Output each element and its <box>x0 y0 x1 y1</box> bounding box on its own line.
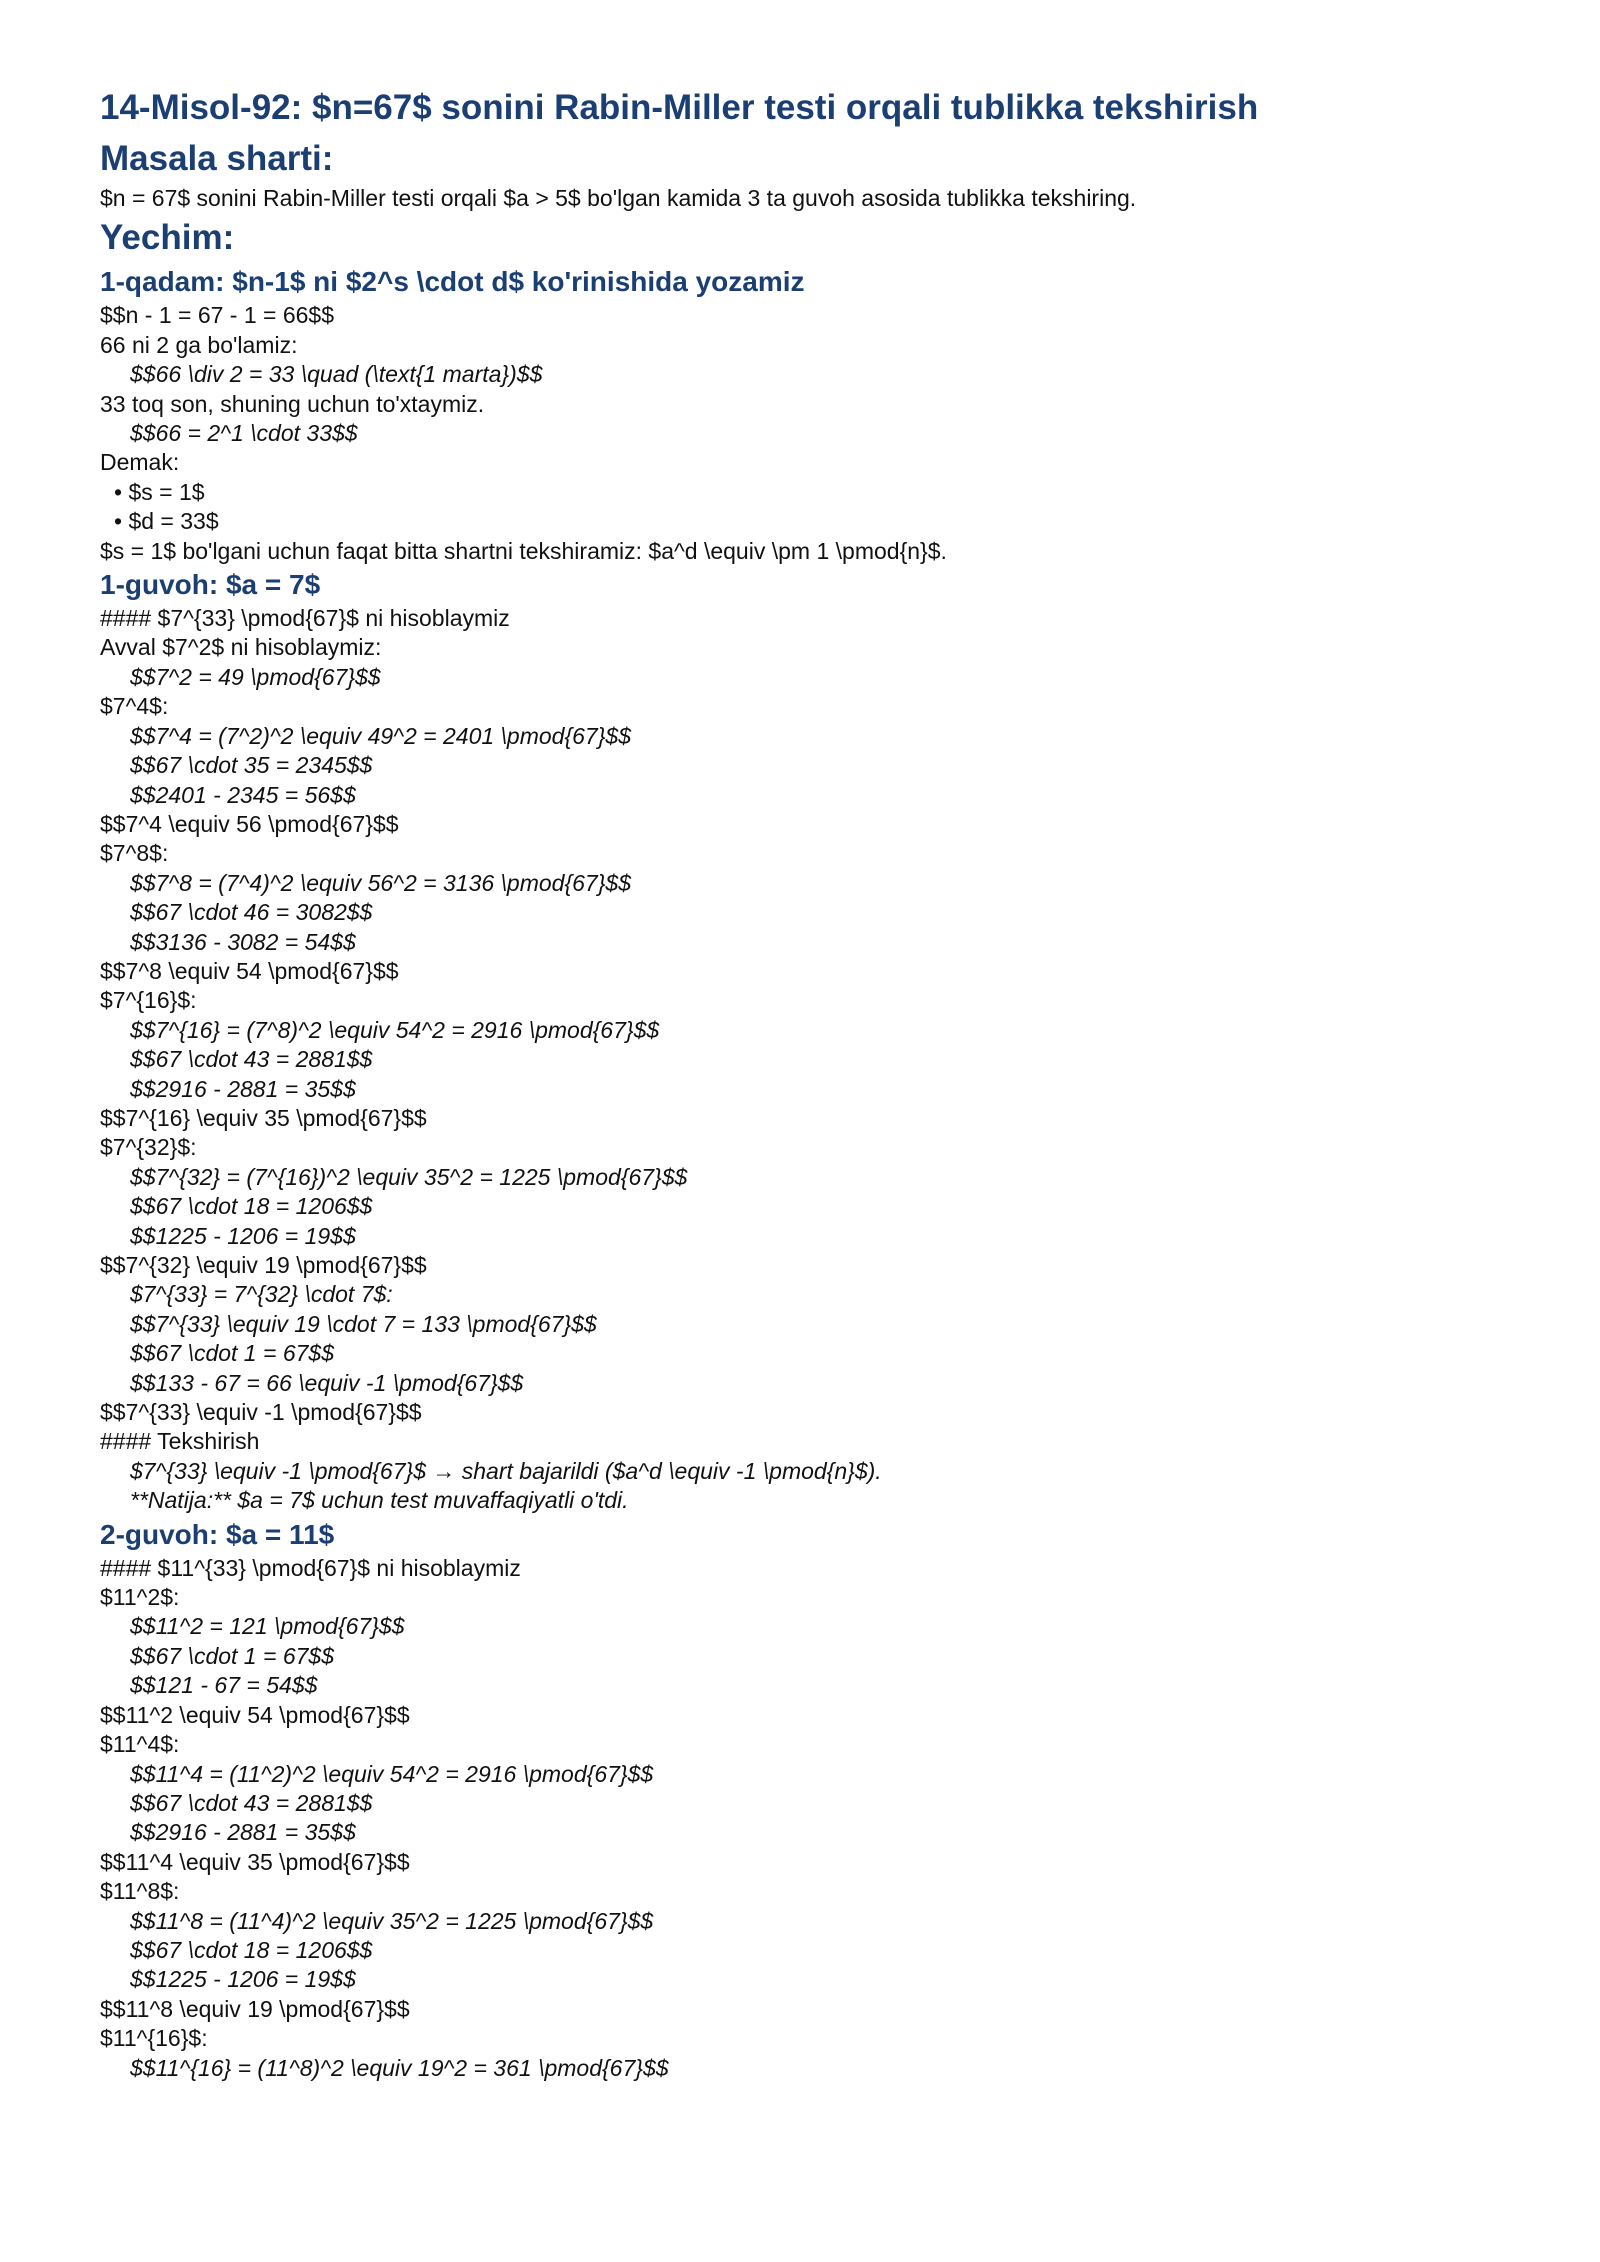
text-line: $7^{16}$: <box>100 987 197 1014</box>
math-line: $$11^4 = (11^2)^2 \equiv 54^2 = 2916 \pmod{67}$$ <box>130 1760 654 1787</box>
math-line: $$2916 - 2881 = 35$$ <box>130 1075 356 1102</box>
math-line: $$66 = 2^1 \cdot 33$$ <box>130 420 358 447</box>
text-line: $7^8$: <box>100 840 169 867</box>
math-line: $$67 \cdot 46 = 3082$$ <box>130 899 373 926</box>
math-line: $$7^{16} = (7^8)^2 \equiv 54^2 = 2916 \pmod{67}$$ <box>130 1016 660 1043</box>
text-line: $$7^4 \equiv 56 \pmod{67}$$ <box>100 810 399 837</box>
bullet-item: • $d = 33$ <box>114 508 219 535</box>
math-line: $$7^4 = (7^2)^2 \equiv 49^2 = 2401 \pmod{67}$$ <box>130 722 631 749</box>
math-line: $$11^{16} = (11^8)^2 \equiv 19^2 = 361 \pmod{67}$$ <box>130 2054 669 2081</box>
math-line: $$7^{32} = (7^{16})^2 \equiv 35^2 = 1225 \pmod{67}$$ <box>130 1163 688 1190</box>
text-line: #### Tekshirish <box>100 1428 260 1455</box>
math-line: $$67 \cdot 1 = 67$$ <box>130 1340 334 1367</box>
math-line: $$67 \cdot 18 = 1206$$ <box>130 1936 373 1963</box>
text-line: $$11^2 \equiv 54 \pmod{67}$$ <box>100 1701 410 1728</box>
math-line: $$1225 - 1206 = 19$$ <box>130 1966 356 1993</box>
text-line: $s = 1$ bo'lgani uchun faqat bitta shartni tekshiramiz: $a^d \equiv \pm 1 \pmod{n}$. <box>100 537 947 564</box>
section-heading: Yechim: <box>100 218 235 258</box>
text-line: Avval $7^2$ ni hisoblaymiz: <box>100 634 382 661</box>
text-line: #### $11^{33} \pmod{67}$ ni hisoblaymiz <box>100 1554 521 1581</box>
document-title: 14-Misol-92: $n=67$ sonini Rabin-Miller testi orqali tublikka tekshirish <box>100 88 1259 127</box>
text-line: $11^{16}$: <box>100 2025 208 2052</box>
math-line: $$67 \cdot 18 = 1206$$ <box>130 1193 373 1220</box>
math-line: $$67 \cdot 43 = 2881$$ <box>130 1046 373 1073</box>
text-line: $$7^{16} \equiv 35 \pmod{67}$$ <box>100 1104 427 1131</box>
math-line: $$133 - 67 = 66 \equiv -1 \pmod{67}$$ <box>130 1369 524 1396</box>
text-line: $$11^4 \equiv 35 \pmod{67}$$ <box>100 1848 410 1875</box>
math-line: $$67 \cdot 1 = 67$$ <box>130 1642 334 1669</box>
math-line: **Natija:** $a = 7$ uchun test muvaffaqiyatli o'tdi. <box>130 1487 629 1514</box>
text-line: $7^{32}$: <box>100 1134 197 1161</box>
math-line: $$2916 - 2881 = 35$$ <box>130 1819 356 1846</box>
subsection-heading: 1-qadam: $n-1$ ni $2^s \cdot d$ ko'rinishida yozamiz <box>100 266 805 298</box>
section-heading: Masala sharti: <box>100 139 334 178</box>
subsection-heading: 2-guvoh: $a = 11$ <box>100 1518 335 1550</box>
text-line: $$7^{32} \equiv 19 \pmod{67}$$ <box>100 1252 427 1278</box>
document-page <box>100 82 1520 2083</box>
text-line: $$n - 1 = 67 - 1 = 66$$ <box>100 302 335 329</box>
text-line: Demak: <box>100 449 180 476</box>
math-line: $$66 \div 2 = 33 \quad (\text{1 marta})$$ <box>130 361 543 388</box>
math-line: $$7^8 = (7^4)^2 \equiv 56^2 = 3136 \pmod{67}$$ <box>130 869 631 896</box>
math-line: $$2401 - 2345 = 56$$ <box>130 781 356 808</box>
text-line: $11^4$: <box>100 1731 180 1758</box>
text-line: $$7^{33} \equiv -1 \pmod{67}$$ <box>100 1399 422 1426</box>
text-line: 33 toq son, shuning uchun to'xtaymiz. <box>100 390 485 417</box>
math-line: $$121 - 67 = 54$$ <box>130 1672 318 1699</box>
text-line: $7^4$: <box>100 693 169 720</box>
text-line: 66 ni 2 ga bo'lamiz: <box>100 331 298 358</box>
text-line: $n = 67$ sonini Rabin-Miller testi orqali $a > 5$ bo'lgan kamida 3 ta guvoh asosida tublikka tekshiring. <box>100 185 1137 211</box>
math-line: $$67 \cdot 43 = 2881$$ <box>130 1789 373 1816</box>
bullet-item: • $s = 1$ <box>114 478 205 505</box>
math-line: $7^{33} = 7^{32} \cdot 7$: <box>130 1281 393 1308</box>
math-line: $$11^8 = (11^4)^2 \equiv 35^2 = 1225 \pmod{67}$$ <box>130 1907 654 1934</box>
math-line: $$67 \cdot 35 = 2345$$ <box>130 752 373 779</box>
math-line: $$1225 - 1206 = 19$$ <box>130 1222 356 1249</box>
math-line: $$3136 - 3082 = 54$$ <box>130 928 356 955</box>
text-line: $$11^8 \equiv 19 \pmod{67}$$ <box>100 1995 410 2022</box>
text-line: #### $7^{33} \pmod{67}$ ni hisoblaymiz <box>100 605 510 632</box>
text-line: $11^2$: <box>100 1584 180 1611</box>
math-line: $7^{33} \equiv -1 \pmod{67}$ → shart bajarildi ($a^d \equiv -1 \pmod{n}$). <box>130 1457 882 1484</box>
text-line: $11^8$: <box>100 1878 180 1905</box>
subsection-heading: 1-guvoh: $a = 7$ <box>100 569 321 601</box>
math-line: $$7^{33} \equiv 19 \cdot 7 = 133 \pmod{67}$$ <box>130 1310 597 1337</box>
math-line: $$11^2 = 121 \pmod{67}$$ <box>130 1613 405 1640</box>
math-line: $$7^2 = 49 \pmod{67}$$ <box>130 663 381 690</box>
text-line: $$7^8 \equiv 54 \pmod{67}$$ <box>100 957 399 984</box>
